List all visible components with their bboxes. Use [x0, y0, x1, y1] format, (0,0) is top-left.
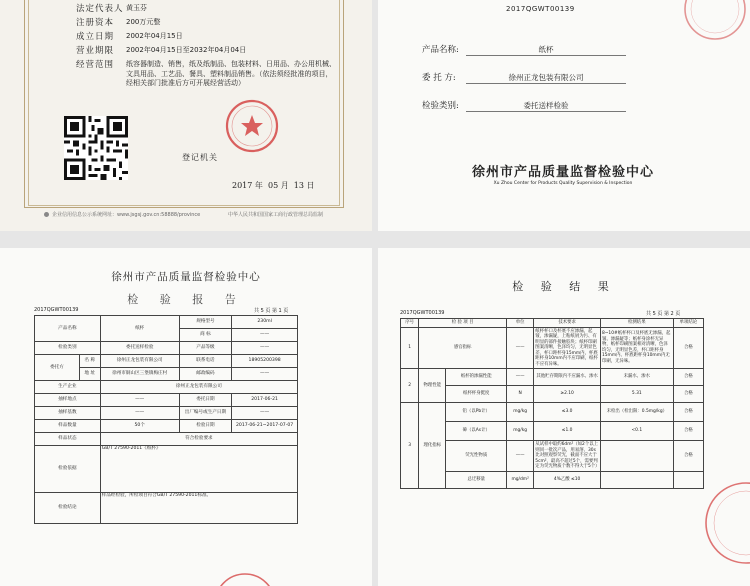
- table-cell: 铅（以Pb计）: [446, 403, 507, 422]
- table-cell: ——: [100, 407, 179, 420]
- table-cell: ——: [100, 394, 179, 407]
- table-cell: ——: [232, 329, 298, 342]
- report-title: 徐州市产品质量监督检验中心: [111, 271, 261, 283]
- license-value: 黄玉芬: [126, 4, 147, 12]
- license-row: [76, 4, 336, 15]
- license-value: 纸容器制造、销售，纸及纸制品、包装材料、日用品、办公用机械、文具用品、工艺品、餐具、塑料制品销售。（依法须经批准的项目，经相关部门批准后方可开展经营活动）: [126, 60, 336, 88]
- table-cell: 理化指标: [419, 403, 446, 489]
- table-cell: 出厂编号或生产日期: [179, 407, 232, 420]
- license-label: 经营范围: [76, 60, 115, 71]
- table-header-row: [401, 319, 704, 328]
- license-row: [76, 18, 336, 29]
- table-cell: [600, 441, 673, 472]
- table-cell: 徐州市铜山区三堡镇梅庄村: [100, 368, 179, 381]
- result-page-number: 共 5 页 第 2 页: [646, 311, 681, 317]
- table-cell: 抽样基数: [35, 407, 101, 420]
- table-row: [401, 403, 704, 422]
- table-cell: 2: [401, 369, 419, 403]
- license-label: 成立日期: [76, 32, 115, 43]
- table-cell: 联系电话: [179, 355, 232, 368]
- table-cell: 砷（以As计）: [446, 422, 507, 441]
- table-cell: 纸杯: [100, 316, 179, 342]
- table-cell: ≥2.10: [534, 386, 601, 403]
- report-subtitle: 检 验 报 告: [127, 293, 245, 306]
- cover-field-value: 委托送样检验: [466, 100, 626, 112]
- table-cell: 产品等级: [179, 342, 232, 355]
- column-header: 单项结论: [673, 319, 703, 328]
- table-row: [35, 446, 298, 493]
- table-cell: 合格: [673, 441, 703, 472]
- table-cell: 名 称: [79, 355, 100, 368]
- table-cell: 检验日期: [179, 420, 232, 433]
- table-cell: 符合检验要求: [100, 433, 297, 446]
- table-cell: 委托日期: [179, 394, 232, 407]
- table-cell: 邮政编码: [179, 368, 232, 381]
- license-row: [76, 32, 336, 43]
- table-cell: 地 址: [79, 368, 100, 381]
- table-row: [401, 369, 704, 386]
- table-cell: 8~10#纸杯杯口及杯底无渗漏，起皱、渗漏疑等；纸杯身涂杯无异物，纸杯印刷图案相对清晰，色泽均匀，无明显色差，杯口距杯身15mm内、杯底距杯身10mm内无印刷，无异味。: [600, 327, 673, 369]
- table-cell: 徐州正龙包装有限公司: [100, 381, 297, 394]
- inspection-result-panel: [378, 248, 750, 586]
- table-row: [35, 381, 298, 394]
- table-cell: 总迁移量: [446, 471, 507, 488]
- result-table: [400, 318, 704, 489]
- table-cell: 18905200398: [232, 355, 298, 368]
- table-cell: 物理性能: [419, 369, 446, 403]
- license-date: 2017 年 05 月 13 日: [232, 181, 315, 190]
- table-cell: 检验依据: [35, 446, 101, 493]
- table-cell: 规格型号: [179, 316, 232, 329]
- business-license-panel: [0, 0, 372, 231]
- table-cell: 1: [401, 327, 419, 369]
- red-seal-icon: [696, 468, 750, 578]
- table-cell: 样品数量: [35, 420, 101, 433]
- table-cell: mg/dm²: [507, 471, 534, 488]
- table-cell: 未检出（检出限：0.5mg/kg）: [600, 403, 673, 422]
- table-row: [35, 316, 298, 329]
- table-cell: ——: [232, 342, 298, 355]
- license-value: 2002年04月15日: [126, 32, 183, 41]
- qr-code-icon: [64, 116, 128, 180]
- table-row: [35, 394, 298, 407]
- table-cell: 5.31: [600, 386, 673, 403]
- table-cell: 感官指标: [419, 327, 507, 369]
- table-cell: ——: [232, 407, 298, 420]
- table-cell: 样品经检验，所检项目符合GB/T 27590-2011标准。: [100, 493, 297, 524]
- license-fields: [76, 4, 336, 92]
- inspection-center-name: 徐州市产品质量监督检验中心: [471, 165, 654, 180]
- table-row: [35, 342, 298, 355]
- license-row: [76, 60, 336, 88]
- table-cell: 纸杯杯口及杯底不应渗漏，起皱，渗漏疑，上粘纸屑为污、有明显的部件接触胶块；纸杯印刷图案清晰，色泽均匀，无明显色差，杯口距杯身15mm内，杯底距杯身10mm内不应印刷，纸杯不应有异味。: [534, 327, 601, 369]
- registration-authority: 登记机关: [182, 153, 218, 162]
- table-cell: 抽样地点: [35, 394, 101, 407]
- result-title: 检 验 结 果: [512, 280, 616, 293]
- table-row: [401, 441, 704, 472]
- cover-field-label: 委 托 方:: [422, 73, 456, 83]
- red-seal-icon: [210, 564, 280, 586]
- table-cell: ——: [507, 441, 534, 472]
- license-issuer: 中华人民共和国国家工商行政管理总局监制: [228, 212, 324, 218]
- cover-field-value: 徐州正龙包装有限公司: [466, 72, 626, 84]
- license-label: 营业期限: [76, 46, 115, 57]
- cover-report-number: 2017QGWT00139: [506, 5, 575, 13]
- report-table: [34, 315, 298, 524]
- table-cell: 样品状态: [35, 433, 101, 446]
- table-row: [35, 355, 298, 368]
- license-value: 200万元整: [126, 18, 161, 27]
- table-cell: 其他贮存期限内不应漏水、渗水: [534, 369, 601, 386]
- table-row: [35, 420, 298, 433]
- cover-field-label: 检验类别:: [422, 101, 459, 111]
- table-cell: 生产企业: [35, 381, 101, 394]
- table-cell: [600, 471, 673, 488]
- table-cell: ≤3.0: [534, 403, 601, 422]
- license-label: 法定代表人: [76, 4, 124, 14]
- table-cell: 合格: [673, 422, 703, 441]
- table-row: [401, 327, 704, 369]
- footer-dot: [44, 212, 49, 217]
- license-label: 注册资本: [76, 18, 115, 29]
- table-cell: 检验结论: [35, 493, 101, 524]
- table-cell: GB/T 27590-2011《纸杯》: [100, 446, 297, 493]
- table-row: [401, 471, 704, 488]
- table-cell: 未漏水、渗水: [600, 369, 673, 386]
- report-number: 2017QGWT00139: [34, 307, 79, 313]
- column-header: 单位: [507, 319, 534, 328]
- table-cell: 纸杯杯身挺度: [446, 386, 507, 403]
- table-cell: ——: [507, 327, 534, 369]
- table-cell: 从试样中取约6dm²（如2个以上则同一批次产品，用易溶、30s比对照观察荧光，截面不应大于5cm²，最高不超过5个，需要判定为荧光物质个数不得大于5个）: [535, 442, 600, 469]
- table-cell: mg/kg: [507, 422, 534, 441]
- table-cell: 检验类别: [35, 342, 101, 355]
- column-header: 序号: [401, 319, 419, 328]
- table-cell: mg/kg: [507, 403, 534, 422]
- table-cell: 合格: [673, 386, 703, 403]
- red-seal-icon: [680, 0, 750, 44]
- table-cell: 委托方: [35, 355, 80, 381]
- red-seal-icon: [224, 98, 280, 154]
- table-cell: 50个: [100, 420, 179, 433]
- table-cell: ≤1.0: [534, 422, 601, 441]
- cover-field-label: 产品名称:: [422, 45, 459, 55]
- table-cell: 4%乙酸 ≤10: [534, 471, 601, 488]
- table-row: [35, 433, 298, 446]
- license-value: 2002年04月15日至2032年04月04日: [126, 46, 247, 55]
- table-cell: 合格: [673, 403, 703, 422]
- table-cell: 产品名称: [35, 316, 101, 342]
- table-row: [35, 493, 298, 524]
- table-cell: 2017-06-21: [232, 394, 298, 407]
- column-header: 技术要求: [534, 319, 601, 328]
- table-cell: 合格: [673, 369, 703, 386]
- cover-field-value: 纸杯: [466, 44, 626, 56]
- table-cell: 合格: [673, 327, 703, 369]
- column-header: 检 验 项 目: [419, 319, 507, 328]
- table-cell: 委托送样检验: [100, 342, 179, 355]
- table-cell: N: [507, 386, 534, 403]
- table-row: [401, 386, 704, 403]
- table-cell: 2017-06-21~2017-07-07: [232, 420, 298, 433]
- license-row: [76, 46, 336, 57]
- result-report-number: 2017QGWT00139: [400, 310, 445, 316]
- table-cell: 纸杯的渗漏性能: [446, 369, 507, 386]
- table-cell: ——: [232, 368, 298, 381]
- table-cell: 荧光性物质: [446, 441, 507, 472]
- table-cell: 徐州正龙包装有限公司: [100, 355, 179, 368]
- table-cell: <0.1: [600, 422, 673, 441]
- report-page-number: 共 5 页 第 1 页: [254, 308, 289, 314]
- table-cell: 商 标: [179, 329, 232, 342]
- report-cover-panel: [378, 0, 750, 231]
- table-row: [35, 407, 298, 420]
- inspection-report-panel: [0, 248, 372, 586]
- license-url: 企业信用信息公示系统网址：www.jsgsj.gov.cn:58888/province: [52, 212, 201, 218]
- table-row: [401, 422, 704, 441]
- column-header: 检测结果: [600, 319, 673, 328]
- table-cell: 230ml: [232, 316, 298, 329]
- table-cell: ——: [507, 369, 534, 386]
- table-cell: 3: [401, 403, 419, 489]
- inspection-center-name-en: Xu Zhou Center for Products Quality Supervision & Inspection: [493, 181, 633, 186]
